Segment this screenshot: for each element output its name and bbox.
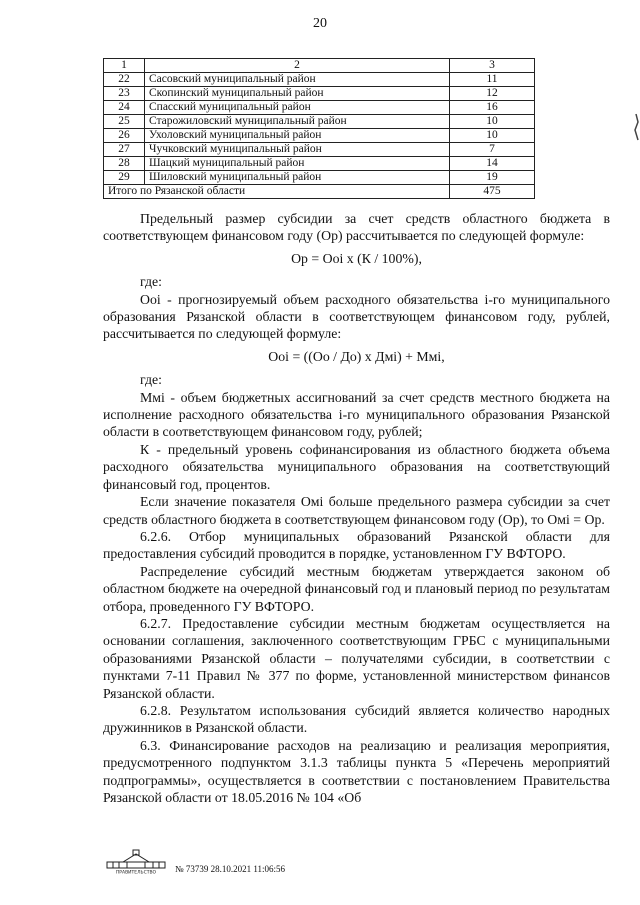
paragraph: 6.2.7. Предоставление субсидии местным бюджетам осуществляется на основании соглашения, заключенного соответствующим ГРБС с муниципальными образованиями Рязанской области – получателями субсидии, в соответствии с пунктами 7-11 Правил № 377 по форме, установленной министерством финансов Рязанской области. — [103, 615, 610, 701]
paragraph: Ммі - объем бюджетных ассигнований за счет средств местного бюджета на исполнение расходного обязательства і-го муниципального образования Рязанской области в соответствующем финансовом году, рублей; — [103, 389, 610, 440]
row-number: 29 — [104, 171, 145, 185]
table-row — [104, 157, 535, 171]
total-value: 475 — [450, 185, 535, 199]
column-header-value: 3 — [450, 59, 535, 73]
total-label: Итого по Рязанской области — [104, 185, 450, 199]
column-header-number: 1 — [104, 59, 145, 73]
row-number: 26 — [104, 129, 145, 143]
logo-caption: ПРАВИТЕЛЬСТВО — [115, 870, 157, 874]
table-row — [104, 129, 535, 143]
table-row — [104, 101, 535, 115]
districts-table — [103, 58, 535, 199]
table-header-row — [104, 59, 535, 73]
where-label: где: — [140, 274, 162, 290]
paragraph: Если значение показателя Омі больше предельного размера субсидии за счет средств областного бюджета в соответствующем финансовом году (Ор), то Омі = Ор. — [103, 494, 610, 527]
registration-stamp: № 73739 28.10.2021 11:06:56 — [175, 864, 286, 874]
row-number: 23 — [104, 87, 145, 101]
paragraph: 6.3. Финансирование расходов на реализацию и реализация мероприятия, предусмотренного подпунктом 3.1.3 таблицы пункта 5 «Перечень мероприятий подпрограммы», осуществляется в соответствии с постановлением Правительства Рязанской области от 18.05.2016 № 104 «Об — [103, 737, 610, 805]
where-label: где: — [140, 372, 162, 388]
row-district-name: Чучковский муниципальный район — [145, 143, 450, 157]
table-row — [104, 143, 535, 157]
footer — [103, 848, 285, 874]
document-body — [103, 210, 610, 806]
row-value: 14 — [450, 157, 535, 171]
page-number: 20 — [313, 16, 327, 31]
formula: Ооі = ((Оо / До) х Дмі) + Ммі, — [268, 348, 445, 364]
row-value: 7 — [450, 143, 535, 157]
row-district-name: Ухоловский муниципальный район — [145, 129, 450, 143]
row-value: 11 — [450, 73, 535, 87]
row-value: 16 — [450, 101, 535, 115]
row-district-name: Спасский муниципальный район — [145, 101, 450, 115]
row-number: 27 — [104, 143, 145, 157]
row-value: 10 — [450, 115, 535, 129]
paragraph: 6.2.8. Результатом использования субсидий является количество народных дружинников в Рязанской области. — [103, 702, 610, 736]
formula: Ор = Ооі х (К / 100%), — [291, 250, 422, 266]
column-header-name: 2 — [145, 59, 450, 73]
paragraph: Распределение субсидий местным бюджетам утверждается законом об областном бюджете на очередной финансовый год и плановый период по результатам отбора, проведенного ГУ ВФТОРО. — [103, 563, 610, 614]
building-icon — [103, 848, 169, 874]
table-row — [104, 115, 535, 129]
row-value: 10 — [450, 129, 535, 143]
paragraph: К - предельный уровень софинансирования из областного бюджета объема расходного обязательства муниципального образования на соответствующий финансовый год, процентов. — [103, 441, 610, 492]
table-row — [104, 73, 535, 87]
row-value: 19 — [450, 171, 535, 185]
row-district-name: Сасовский муниципальный район — [145, 73, 450, 87]
paragraph: 6.2.6. Отбор муниципальных образований Рязанской области для предоставления субсидий проводится в порядке, установленном ГУ ВФТОРО. — [103, 528, 610, 562]
paragraph: Ооі - прогнозируемый объем расходного обязательства і-го муниципального образования Рязанской области в соответствующем финансовом году, рублей, рассчитывается по следующей формуле: — [103, 291, 610, 342]
row-district-name: Шиловский муниципальный район — [145, 171, 450, 185]
table-row — [104, 87, 535, 101]
row-number: 24 — [104, 101, 145, 115]
government-logo — [103, 848, 169, 874]
paragraph: Предельный размер субсидии за счет средств областного бюджета в соответствующем финансовом году (Ор) рассчитывается по следующей формуле: — [103, 211, 610, 244]
table-row — [104, 171, 535, 185]
row-district-name: Скопинский муниципальный район — [145, 87, 450, 101]
row-number: 25 — [104, 115, 145, 129]
row-number: 22 — [104, 73, 145, 87]
scan-edge-mark — [630, 112, 640, 142]
row-number: 28 — [104, 157, 145, 171]
row-value: 12 — [450, 87, 535, 101]
total-row — [104, 185, 535, 199]
row-district-name: Старожиловский муниципальный район — [145, 115, 450, 129]
row-district-name: Шацкий муниципальный район — [145, 157, 450, 171]
